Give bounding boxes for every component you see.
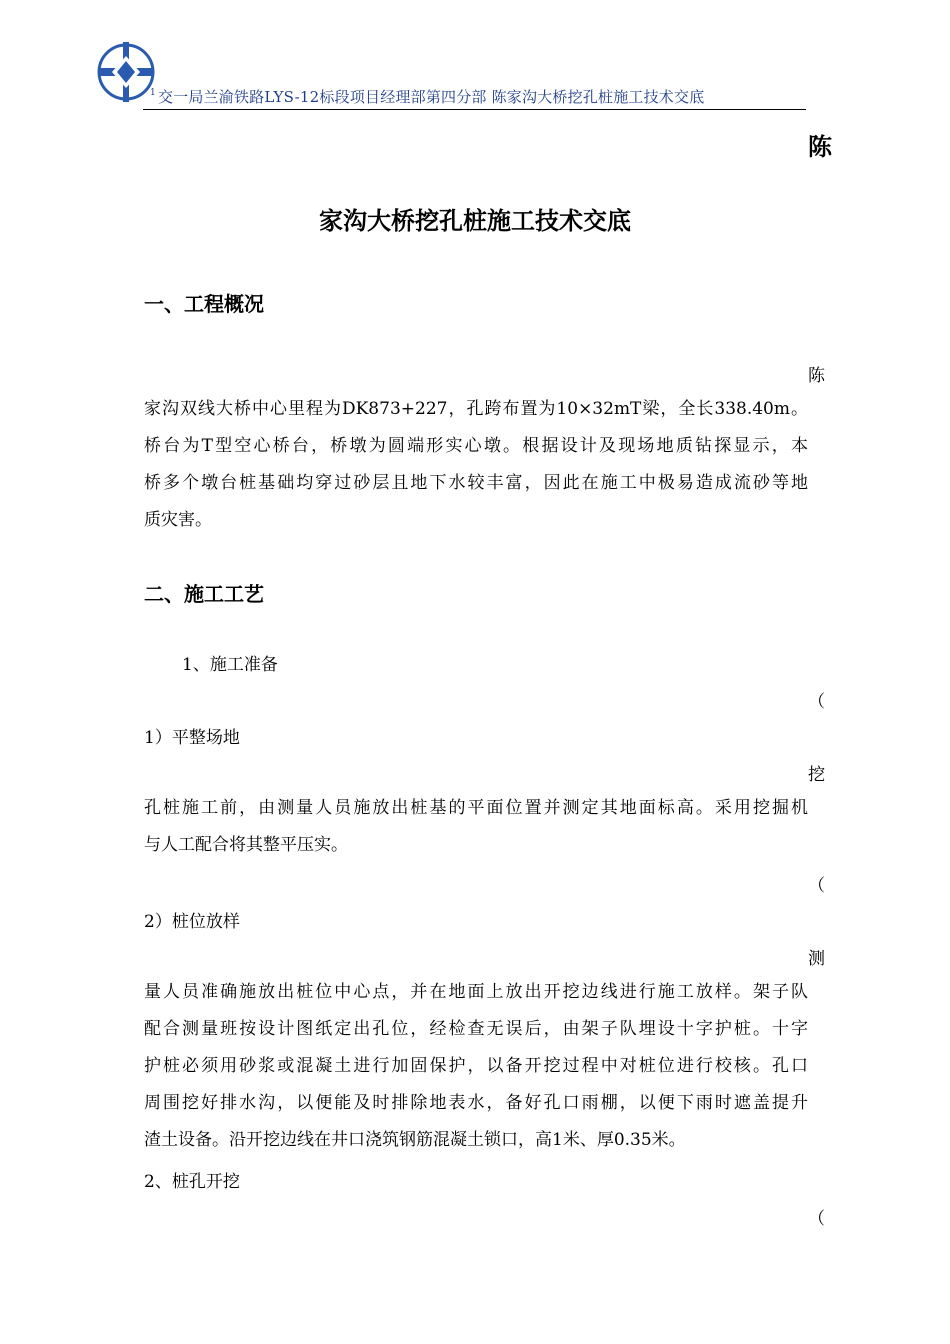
company-logo-icon: [96, 40, 156, 104]
item1-line: 孔桩施工前，由测量人员施放出桩基的平面位置并测定其地面标高。采用挖掘机: [144, 798, 808, 818]
sub-heading-excavation: 2、桩孔开挖: [144, 1172, 240, 1192]
header-text: 交一局兰渝铁路LYS-12标段项目经理部第四分部 陈家沟大桥挖孔桩施工技术交底: [157, 88, 705, 106]
item2-line: 量人员准确施放出桩位中心点，并在地面上放出开挖边线进行施工放样。架子队: [144, 982, 808, 1002]
item2-line: 周围挖好排水沟，以便能及时排除地表水，备好孔口雨棚，以便下雨时遮盖提升: [144, 1093, 808, 1113]
s1-line: 家沟双线大桥中心里程为DK873+227，孔跨布置为10×32mT梁，全长338.40m。: [144, 399, 808, 419]
item-title-pile-layout: 2）桩位放样: [144, 912, 240, 932]
header-title: [150, 86, 704, 107]
s1-line: 桥台为T型空心桥台，桥墩为圆端形实心墩。根据设计及现场地质钻探显示，本: [144, 436, 808, 456]
header-superscript: 1: [150, 88, 156, 98]
paren-marker: （: [808, 876, 825, 896]
s1-line: 质灾害。: [144, 510, 212, 530]
paren-marker: （: [808, 1209, 825, 1229]
item1-line: 与人工配合将其整平压实。: [144, 835, 348, 855]
item2-line: 渣土设备。沿开挖边线在井口浇筑钢筋混凝土锁口，高1米、厚0.35米。: [144, 1130, 686, 1150]
item1-paragraph: [144, 790, 808, 864]
s1-lead-char: 陈: [808, 366, 825, 386]
item2-paragraph: [144, 974, 808, 1159]
item2-line: 配合测量班按设计图纸定出孔位，经检查无误后，由架子队埋设十字护桩。十字: [144, 1019, 808, 1039]
s1-line: 桥多个墩台桩基础均穿过砂层且地下水较丰富，因此在施工中极易造成流砂等地: [144, 473, 808, 493]
section-heading-overview: 一、工程概况: [144, 292, 264, 316]
paren-marker: （: [808, 692, 825, 712]
header-divider: [143, 109, 806, 110]
s1-paragraph: [144, 391, 808, 539]
item2-lead-char: 测: [808, 949, 825, 969]
item-title-site-leveling: 1）平整场地: [144, 728, 240, 748]
sub-heading-preparation: 1、施工准备: [182, 655, 278, 675]
title-first-char: 陈: [808, 132, 832, 161]
page-title: 家沟大桥挖孔桩施工技术交底: [319, 206, 631, 235]
item1-lead-char: 挖: [808, 765, 825, 785]
item2-line: 护桩必须用砂浆或混凝土进行加固保护，以备开挖过程中对桩位进行校核。孔口: [144, 1056, 808, 1076]
section-heading-process: 二、施工工艺: [144, 582, 264, 606]
